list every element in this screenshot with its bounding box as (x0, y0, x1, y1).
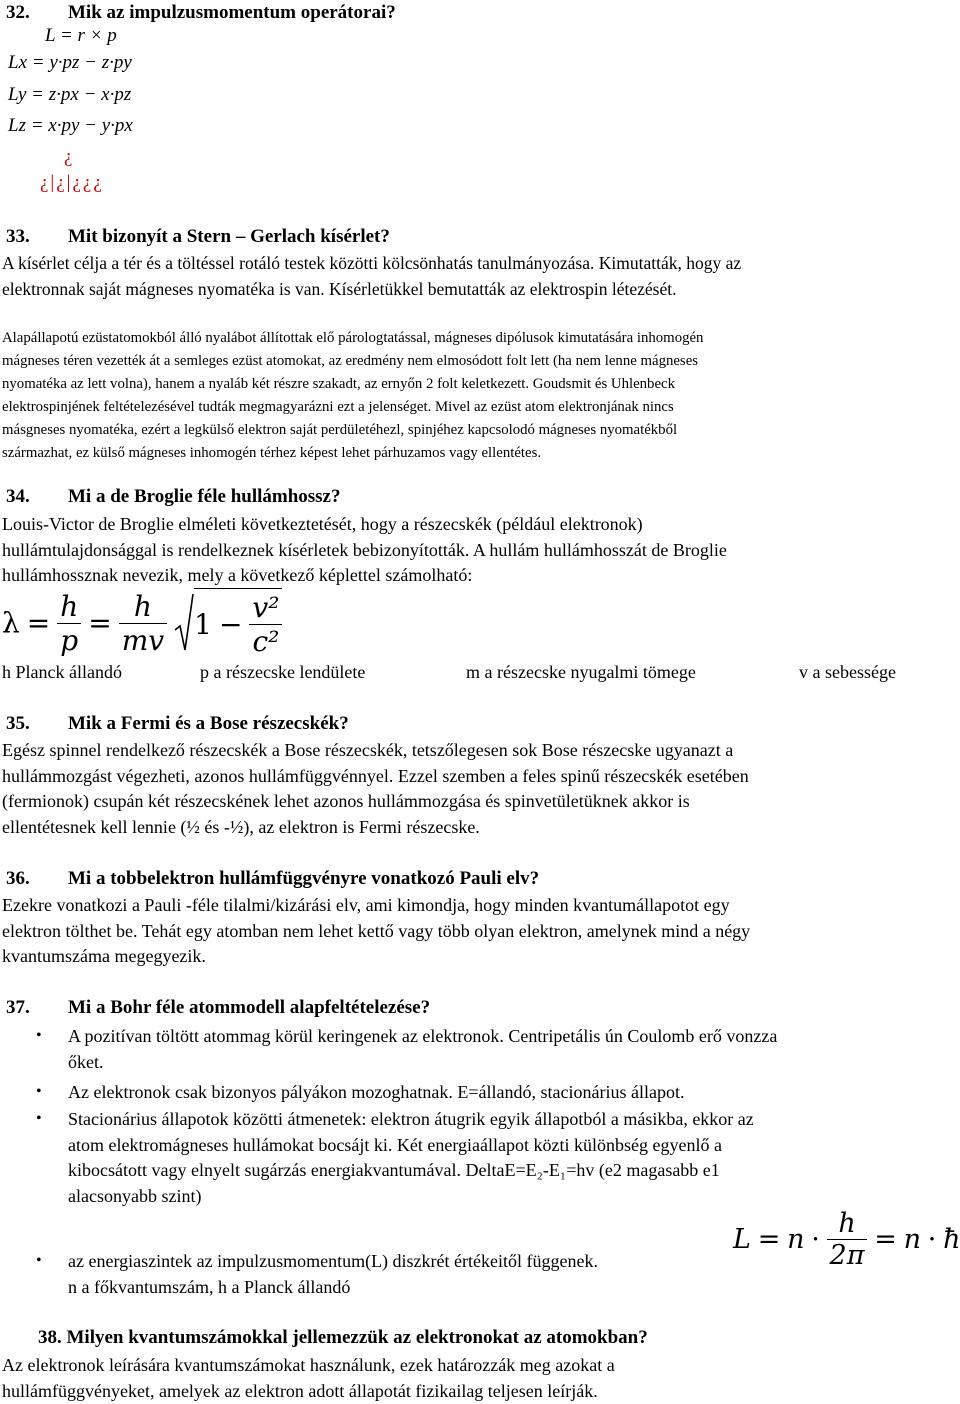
paragraph-line: hullámhossznak nevezik, mely a következő képlettel számolható: (2, 565, 473, 585)
paragraph-line: A kísérlet célja a tér és a töltéssel rotáló testek közötti kölcsönhatás tanulmányozása. Kimutatták, hogy az (2, 253, 742, 273)
bohr-point-3 (68, 1107, 754, 1209)
bullet-icon: • (36, 1110, 42, 1127)
q36-title: Mi a tobbelektron hullámfüggvényre vonatkozó Pauli elv? (68, 868, 540, 889)
broken-glyph-2: ¿|¿|¿¿¿ (40, 172, 104, 193)
q38-heading (38, 1327, 648, 1349)
formula-ly: Ly = z·px − x·pz (8, 84, 132, 105)
formula-lambda: λ (2, 606, 20, 640)
formula-one: 1 (194, 608, 212, 641)
bohr-point-1 (68, 1024, 777, 1075)
paragraph-line: ellentétesnek kell lennie (½ és -½), az elektron is Fermi részecske. (2, 816, 480, 837)
q34-number: 34. (6, 486, 30, 507)
paragraph-line: atom elektromágneses hullámokat bocsájt ki. Két energiaállapot közti különbség egyenlő a (68, 1134, 722, 1155)
q37-number: 37. (6, 997, 30, 1018)
paragraph-line: kibocsátott vagy elnyelt sugárzás energiakvantumával. DeltaE=E₂-E₁=hv (e2 magasabb e1 (68, 1160, 720, 1180)
q38-text (2, 1353, 615, 1404)
q33-title: Mit bizonyít a Stern – Gerlach kísérlet? (68, 226, 390, 247)
paragraph-line: elektrospinjének feltételezésével tudták megmagyarázni ezt a jelenséget. Mivel az ezüst atom elektronjának nincs (2, 399, 674, 415)
paragraph-line: másgneses nyomatéka, ezért a legkülső elektron saját perdületéhezl, spinjéhez kapcsolodó mágneses nyomatékből (2, 422, 678, 438)
numerator: v² (249, 591, 282, 625)
denominator: mv (121, 623, 165, 657)
denominator: p (60, 623, 79, 657)
legend-m: m a részecske nyugalmi tömege (466, 662, 696, 682)
de-broglie-formula (2, 588, 282, 658)
q36-heading (6, 868, 539, 890)
q32-heading (6, 2, 396, 24)
broken-glyph-1: ¿ (64, 146, 75, 167)
paragraph-line: nyomatéka az lett volna), hanem a nyaláb két részre szakadt, az ernyőn 2 folt keletkezett. Goudsmit és Uhlenbeck (2, 376, 675, 392)
angular-momentum-formula (733, 1208, 960, 1271)
paragraph-line: alacsonyabb szint) (68, 1185, 202, 1206)
paragraph-line: Az elektronok csak bizonyos pályákon mozoghatnak. E=állandó, stacionárius állapot. (68, 1082, 685, 1102)
numerator: h (827, 1208, 868, 1240)
fraction-v2-over-c2 (249, 591, 282, 658)
paragraph-line: kvantumszáma megegyezik. (2, 946, 206, 966)
paragraph-line: elektron tölthet be. Tehát egy atomban nem lehet kettő vagy több olyan elektron, amelynek mind a négy (2, 920, 751, 941)
paragraph-line: (fermionok) csupán két részecskének lehet azonos hullámmozgása és spinvetületüknek akkor is (2, 791, 690, 811)
q32-title: Mik az impulzusmomentum operátorai? (68, 2, 396, 23)
paragraph-line: Louis-Victor de Broglie elméleti következtetését, hogy a részecskék (például elektronok) (2, 514, 643, 534)
numerator: h (57, 590, 81, 624)
q35-title: Mik a Fermi és a Bose részecskék? (68, 713, 349, 734)
q38-number: 38. (38, 1327, 62, 1348)
q36-text (2, 893, 750, 970)
formula-lx: Lx = y·pz − z·py (8, 52, 132, 73)
formula-equals: = (757, 1224, 781, 1255)
formula-l-cross: L = r × p (45, 25, 117, 46)
q34-text (2, 512, 727, 589)
formula-lz: Lz = x·py − y·px (8, 115, 133, 136)
q38-title: Milyen kvantumszámokkal jellemezzük az elektronokat az atomokban? (66, 1327, 648, 1348)
paragraph-line: hullámtulajdonsággal is rendelkeznek kísérletek bebizonyították. A hullám hullámhosszát de Broglie (2, 539, 727, 560)
paragraph-line: A pozitívan töltött atommag körül keringenek az elektronok. Centripetális ún Coulomb erő vonzza (68, 1026, 778, 1046)
paragraph-line: az energiaszintek az impulzusmomentum(L) diszkrét értékeitől függenek. (68, 1251, 598, 1271)
formula-dot: · (811, 1224, 820, 1255)
paragraph-line: hullámmozgást végezheti, azonos hullámfüggvénnyel. Ezzel szemben a feles spinű részecskék esetében (2, 765, 749, 786)
paragraph-line: hullámfüggvényeket, amelyek az elektron adott állapotát fizikailag teljesen leírják. (2, 1380, 598, 1401)
paragraph-line: őket. (68, 1051, 104, 1072)
q37-heading (6, 997, 430, 1019)
paragraph-line: Az elektronok leírására kvantumszámokat használunk, ezek határozzák meg azokat a (2, 1355, 615, 1375)
formula-equals: = (26, 606, 51, 640)
fraction-h-over-p (57, 590, 81, 657)
q34-heading (6, 486, 341, 508)
paragraph-line: mágneses téren vezették át a semleges ezüst atomokat, az eredmény nem elmosódott folt lett (ha nem lenne mágneses (2, 353, 699, 369)
denominator: 2π (829, 1240, 865, 1271)
q33-detail (2, 327, 703, 465)
q35-text (2, 738, 749, 840)
fraction-h-over-2pi (827, 1208, 868, 1271)
legend-p: p a részecske lendülete (200, 662, 366, 682)
paragraph-line: Egész spinnel rendelkező részecskék a Bose részecskék, tetszőlegesen sok Bose részecske ugyanazt a (2, 740, 734, 760)
paragraph-line: Stacionárius állapotok közötti átmenetek: elektron átugrik egyik állapotból a másikba, ekkor az (68, 1109, 754, 1129)
radical-sign (174, 592, 194, 654)
paragraph-line: elektronnak saját mágneses nyomatéka is van. Kísérletükkel bemutatták az elektrospin létezését. (2, 279, 677, 299)
legend-h: h Planck állandó (2, 662, 122, 682)
numerator: h (119, 590, 167, 624)
fraction-h-over-mv (119, 590, 167, 657)
paragraph-line: származhat, ez külső mágneses inhomogén térhez képest lehet párhuzamos vagy ellentétes. (2, 445, 542, 461)
bullet-icon: • (36, 1252, 42, 1269)
denominator: c² (252, 625, 280, 658)
formula-equals: = (88, 606, 112, 640)
q34-title: Mi a de Broglie féle hullámhossz? (68, 486, 341, 507)
paragraph-line: n a főkvantumszám, h a Planck állandó (68, 1276, 351, 1297)
formula-dot: · (927, 1224, 937, 1255)
q35-number: 35. (6, 713, 30, 734)
paragraph-line: Alapállapotú ezüstatomokból álló nyalábot állítottak elő párologtatással, mágneses dipólusok kimutatására inhomogén (2, 330, 704, 346)
formula-minus: − (218, 608, 243, 641)
formula-equals: = (874, 1224, 897, 1255)
formula-n: n (903, 1224, 921, 1255)
q33-heading (6, 226, 390, 248)
q37-title: Mi a Bohr féle atommodell alapfeltételezése? (68, 997, 431, 1018)
formula-hbar: ħ (943, 1224, 960, 1255)
paragraph-line: Ezekre vonatkozi a Pauli -féle tilalmi/kizárási elv, ami kimondja, hogy minden kvantumállapotot egy (2, 895, 730, 915)
bullet-icon: • (36, 1027, 42, 1044)
bohr-point-4 (68, 1249, 598, 1300)
formula-n: n (787, 1224, 805, 1255)
formula-l: L (733, 1224, 751, 1255)
square-root (174, 588, 282, 658)
radicand (194, 588, 282, 658)
q33-number: 33. (6, 226, 30, 247)
bullet-icon: • (36, 1083, 42, 1100)
q32-number: 32. (6, 2, 30, 23)
q36-number: 36. (6, 868, 30, 889)
q35-heading (6, 713, 349, 735)
legend-v: v a sebessége (799, 662, 896, 682)
bohr-point-2 (68, 1080, 684, 1106)
q33-text (2, 250, 741, 302)
